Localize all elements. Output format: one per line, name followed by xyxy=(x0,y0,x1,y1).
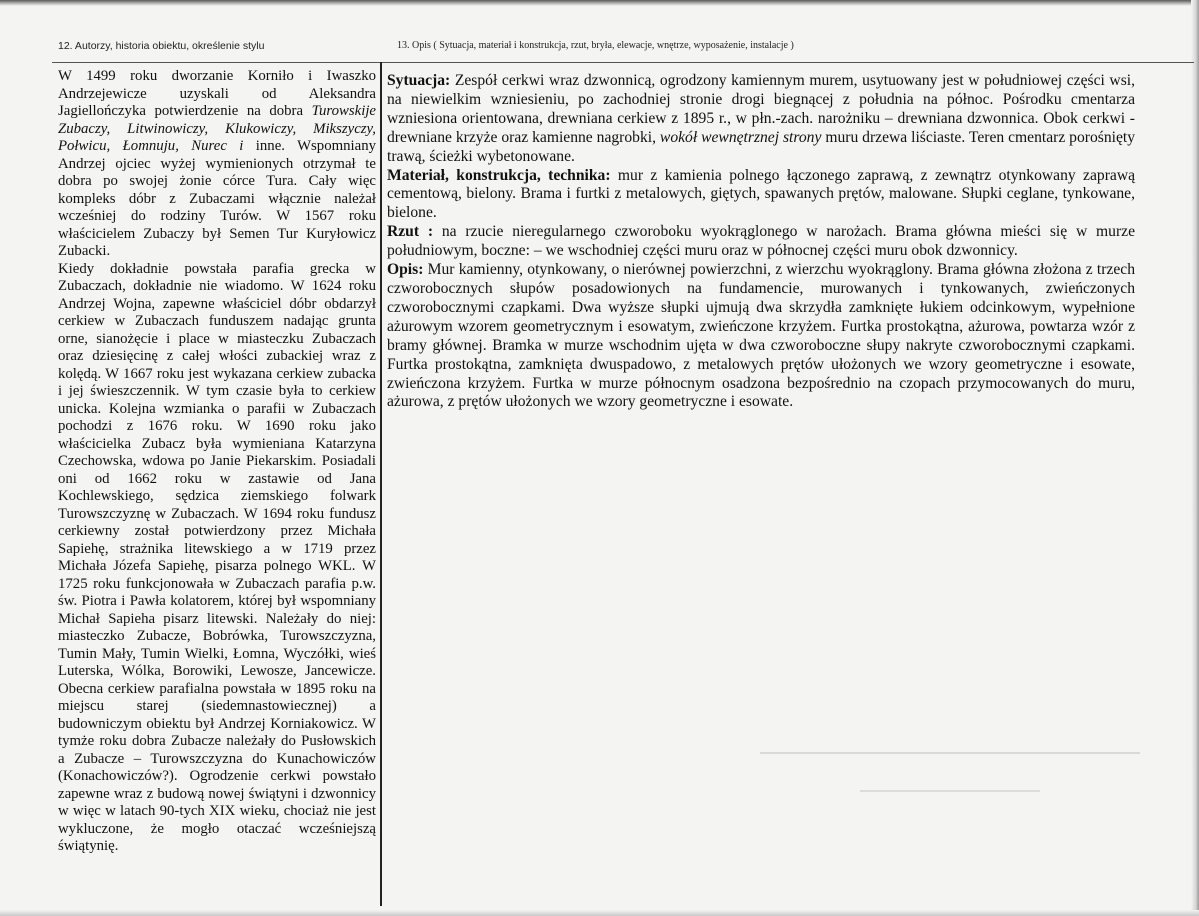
section-12-header: 12. Autorzy, historia obiektu, określenie stylu xyxy=(58,40,265,52)
faint-bleed-mark xyxy=(760,752,1140,754)
material-paragraph xyxy=(387,167,1135,224)
sytuacja-italic: wokół wewnętrznej strony xyxy=(659,128,822,146)
scan-edge-top xyxy=(0,0,1199,6)
opis-text: Mur kamienny, otynkowany, o nierównej powierzchni, z wierzchu wyokrąglony. Brama główna złożona z trzech czworobocznych słupów posadowionych na fundamencie, murowanych i tynkowanych, zwieńczonych czworobocznymi czapkami. Dwa wyższe słupki ujmują dwa skrzydła zamknięte łukiem odcinkowym, wypełnione ażurowym wzorem geometrycznym i esowatym, zwieńczone krzyżem. Furtka prostokątna, ażurowa, powtarza wzór z bramy głównej. Bramka w murze wschodnim ujęta w dwa czworoboczne słupy nakryte czworobocznymi czapkami. Furtka prostokątna, zamknięta dwuspadowo, z metalowych prętów ułożonych we wzory geometryczne i esowate, zwieńczona krzyżem. Furtka w murze północnym osadzona bezpośrednio na czopach przymocowanych do muru, ażurowa, z prętów ułożonych we wzory geometryczne i esowate. xyxy=(387,261,1135,411)
scan-edge-bottom xyxy=(0,910,1199,916)
history-paragraph-2: Kiedy dokładnie powstała parafia grecka w Zubaczach, dokładnie nie wiadomo. W 1624 roku Andrzej Wojna, zapewne właściciel dóbr obdarzył cerkiew w Zubaczach funduszem nadając grunta orne, sianożęcie i place w miasteczku Zubaczach oraz dziesięcinę z całej włości zubackiej wraz z kolędą. W 1667 roku jest wykazana cerkiew zubacka i jej świeszczennik. W tym czasie była to cerkiew unicka. Kolejna wzmianka o parafii w Zubaczach pochodzi z 1676 roku. W 1690 roku jako właścicielka Zubacz była wymieniana Katarzyna Czechowska, wdowa po Janie Piekarskim. Posiadali oni od 1662 roku w zastawie od Jana Kochlewskiego, sędzica ziemskiego folwark Turowszczyznę w Zubaczach. W 1694 roku fundusz cerkiewny został potwierdzony przez Michała Sapiehę, strażnika litewskiego a w 1719 przez Michała Józefa Sapiehę, pisarza polnego WKL. W 1725 roku funkcjonowała w Zubaczach parafia p.w. św. Piotra i Pawła kolatorem, której był wspomniany Michał Sapieha pisarz litewski. Należały do niej: miasteczko Zubacze, Bobrówka, Turowszczyzna, Tumin Mały, Tumin Wielki, Łomna, Wyczółki, wieś Luterska, Wólka, Borowiki, Lewosze, Jancewicze. Obecna cerkiew parafialna powstała w 1895 roku na miejscu starej (siedemnastowiecznej) a budowniczym obiektu był Andrzej Korniakowicz. W tymże roku dobra Zubacze należały do Pusłowskich a Zubacze – Turowszczyzna do Kunachowiczów (Konachowiczów?). Ogrodzenie cerkwi powstało zapewne wraz z budową nowej świątyni i dzwonnicy w więc w latach 90-tych XIX wieku, chociaż nie jest wykluczone, że mogło otaczać wcześniejszą świątynię. xyxy=(58,260,376,854)
sytuacja-text-a: Zespół cerkwi wraz dzwonnicą, ogrodzony kamiennym murem, usytuowany jest w południowej części wsi, na niewielkim wzniesieniu, po zachodniej stronie drogi biegnącej z południa na północ. Pośrodku cmentarza wzniesiona orientowana, drewniana cerkiew z 1895 r., w płn.-zach. narożniku – drewniana dzwonnica. Obok cerkwi - drewniane krzyże oraz kamienne nagrobki, xyxy=(387,72,1135,146)
material-label: Materiał, konstrukcja, technika: xyxy=(387,166,611,184)
sytuacja-label: Sytuacja: xyxy=(387,72,451,89)
history-paragraph-1 xyxy=(58,68,376,261)
description-column xyxy=(387,72,1135,412)
history-p1-text-b: inne. Wspomniany Andrzej ojciec wyżej wymienionych otrzymał te dobra po swojej żonie córce Tura. Cały więc kompleks dóbr z Zubaczami włącznie należał wcześniej do rodziny Turów. W 1567 roku właścicielem Zubaczy był Semen Tur Kuryłowicz Zubacki. xyxy=(58,138,376,259)
header-rule xyxy=(52,62,1194,63)
history-p1-italic: Turowskije Zubaczy, Litwinowiczy, Klukowiczy, Mikszyczy, Połwicu, Łomnuju, Nurec i xyxy=(58,103,376,154)
scan-edge-right xyxy=(1191,0,1199,916)
material-text: mur z kamienia polnego łączonego zaprawą, z zewnątrz otynkowany zaprawą cementową, bielony. Brama i furtki z metalowych, giętych, spawanych prętów, malowane. Słupki ceglane, tynkowane, bielone. xyxy=(387,166,1135,222)
rzut-paragraph xyxy=(387,223,1135,261)
column-divider xyxy=(380,62,382,906)
history-p1-text-a: W 1499 roku dworzanie Korniło i Iwaszko Andrzejewicze uzyskali od Aleksandra Jagiellończyka potwierdzenie na dobra xyxy=(58,68,376,119)
faint-bleed-mark-2 xyxy=(860,790,1040,792)
opis-label: Opis: xyxy=(387,261,424,279)
sytuacja-paragraph xyxy=(387,72,1135,167)
section-13-header: 13. Opis ( Sytuacja, materiał i konstrukcja, rzut, bryła, elewacje, wnętrze, wyposażenie, instalacje ) xyxy=(397,40,794,51)
rzut-label: Rzut : xyxy=(387,223,434,241)
history-column xyxy=(58,68,376,856)
opis-paragraph xyxy=(387,261,1135,412)
rzut-text: na rzucie nieregularnego czworoboku wyokrąglonego w narożach. Brama główna mieści się w murze południowym, boczne: – we wschodniej części muru oraz w północnej części muru obok dzwonnicy. xyxy=(387,223,1136,260)
sytuacja-text-b: muru drzewa liściaste. Teren cmentarz porośnięty trawą, ścieżki wybetonowane. xyxy=(387,128,1135,165)
